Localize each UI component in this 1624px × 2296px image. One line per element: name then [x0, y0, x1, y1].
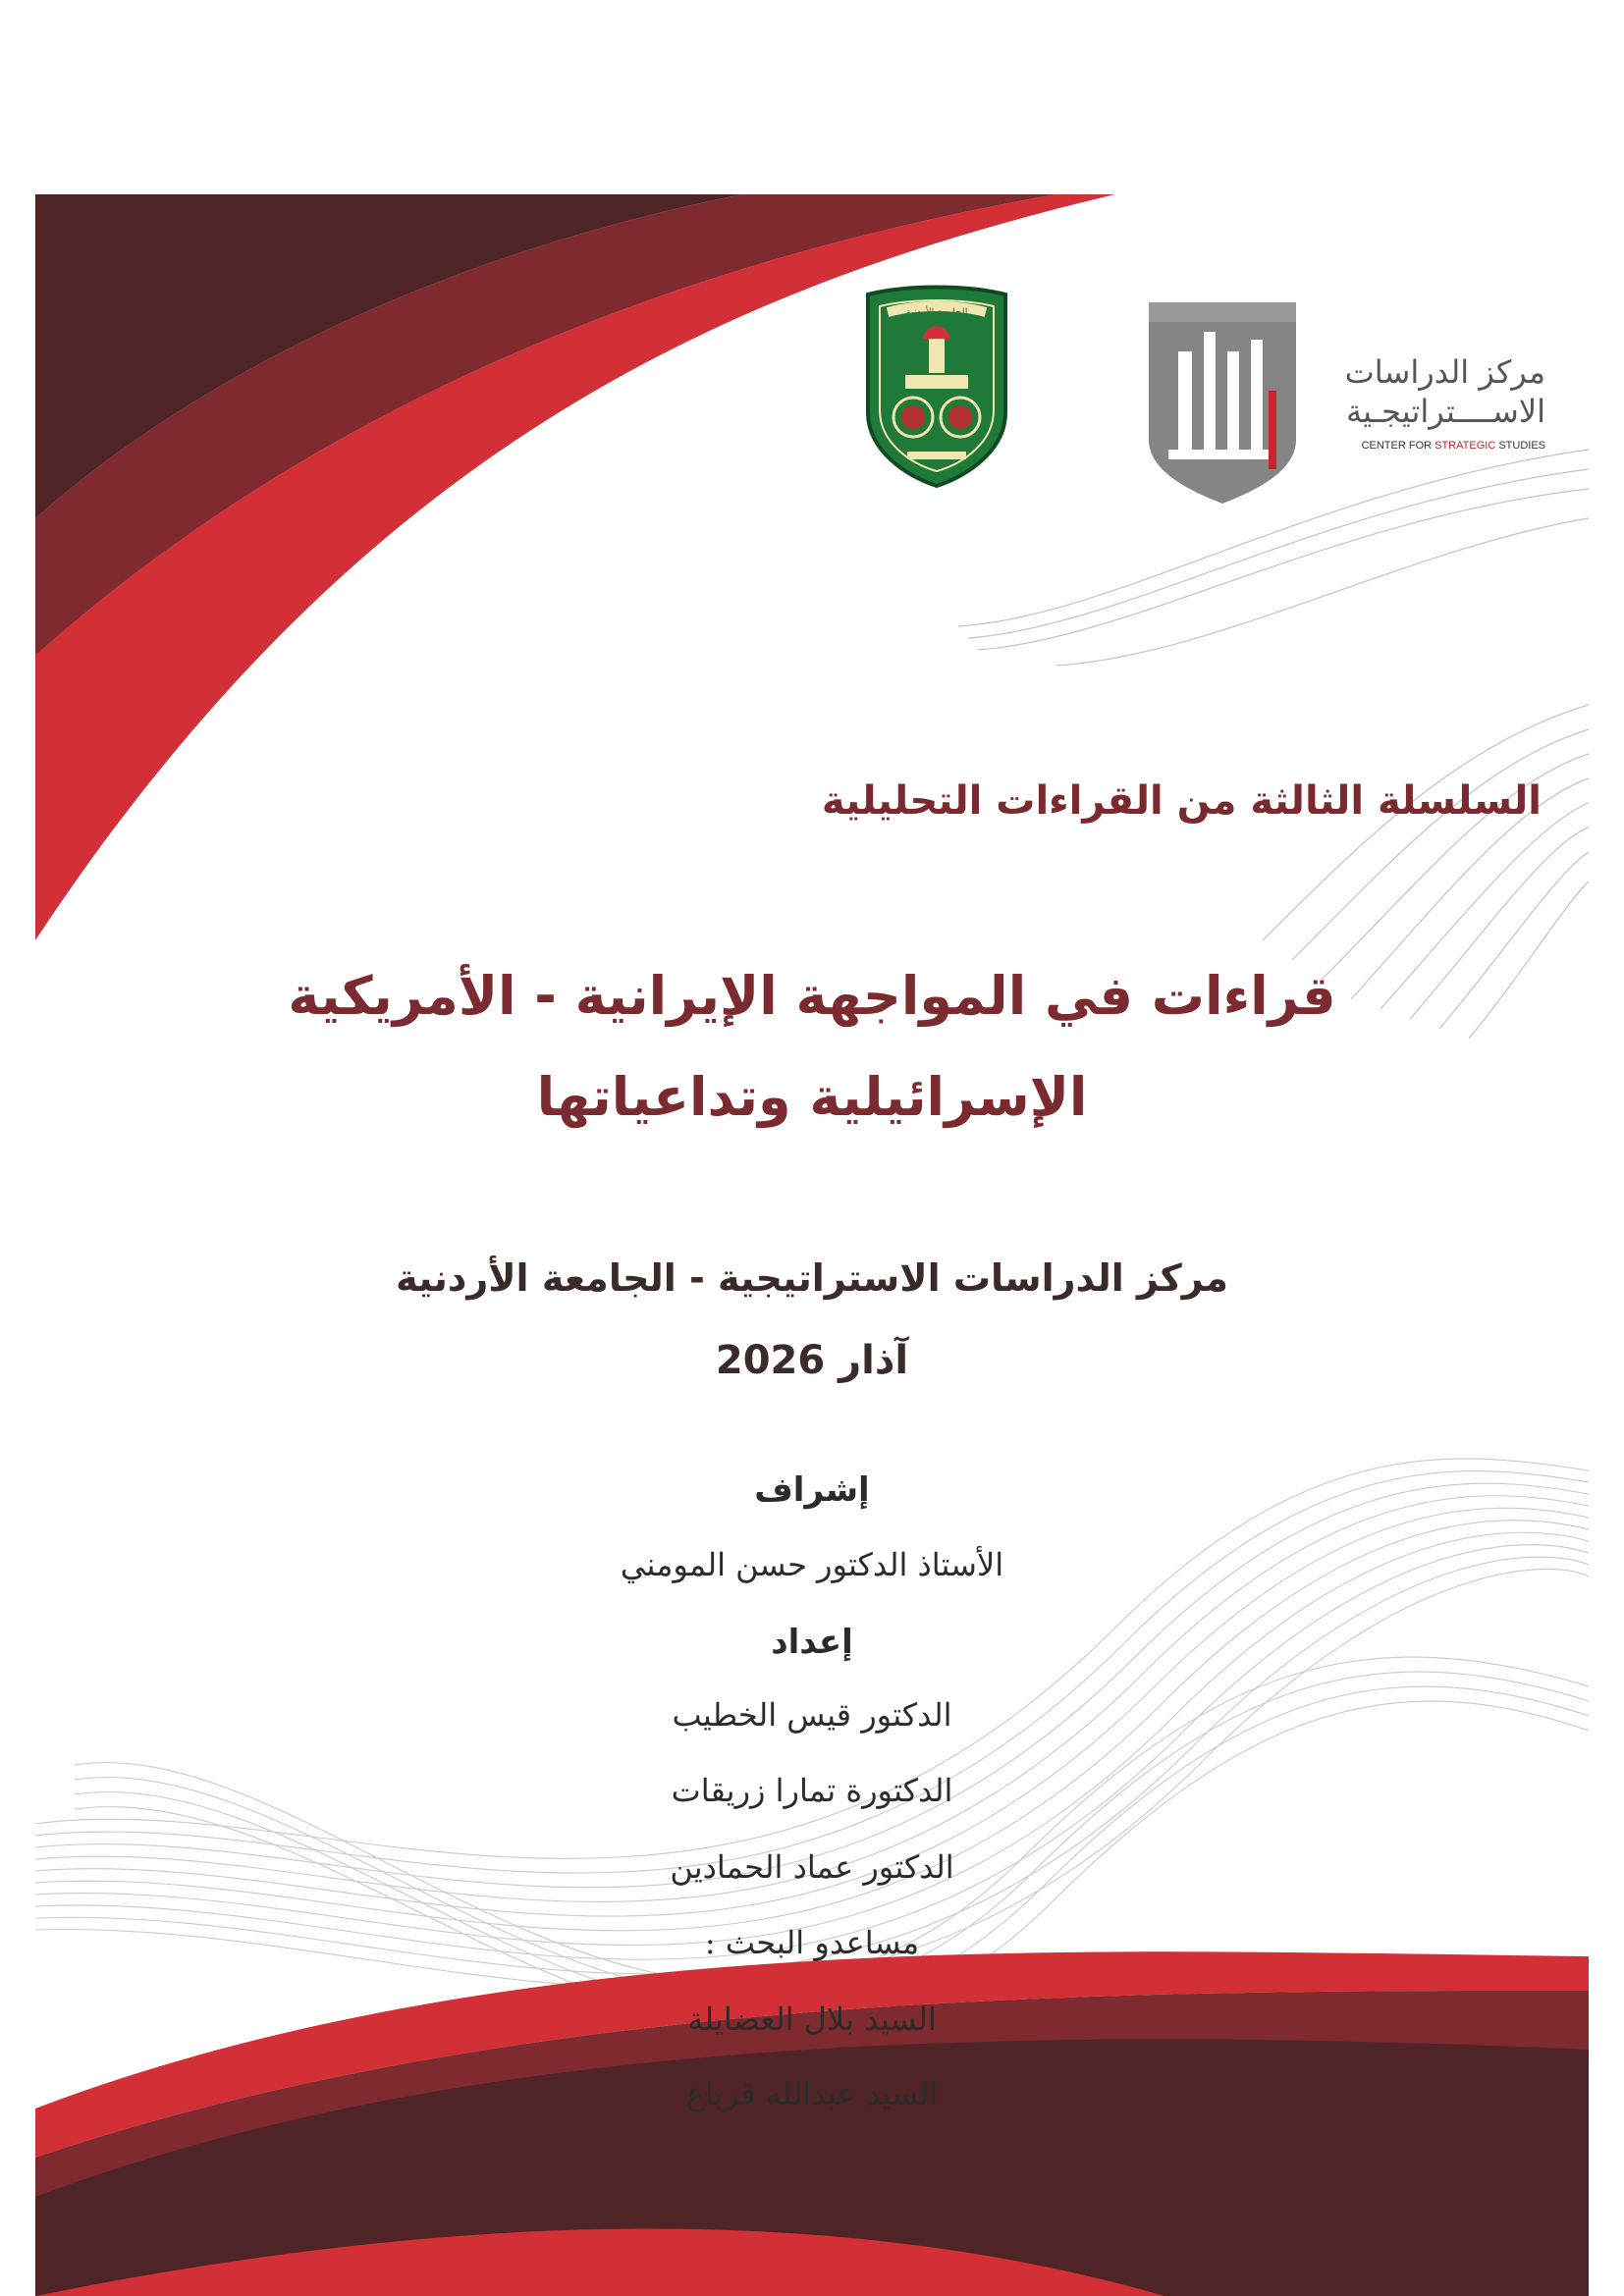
- university-logo: [858, 285, 1015, 491]
- strategic-shield-icon: [1139, 293, 1306, 508]
- series-title: السلسلة الثالثة من القراءات التحليلية: [821, 778, 1542, 824]
- author-name: الدكتور قيس الخطيب: [672, 1696, 952, 1734]
- strategic-center-arabic-line2: الاســــتراتيجـية: [1345, 393, 1545, 430]
- publisher: مركز الدراسات الاستراتيجية - الجامعة الأردنية: [396, 1256, 1228, 1300]
- strategic-center-english-name: CENTER FOR STRATEGIC STUDIES: [1361, 440, 1545, 452]
- publication-date: آذار 2026: [715, 1338, 909, 1383]
- strategic-center-logo: [1139, 293, 1589, 538]
- university-logo-text: الجامعة الأردنية: [905, 307, 968, 318]
- assistant-name: السيد عبدالله قرباع: [685, 2075, 939, 2112]
- supervisor-name: الأستاذ الدكتور حسن المومني: [620, 1546, 1004, 1583]
- author-name: الدكتور عماد الحمادين: [670, 1848, 954, 1886]
- supervision-heading: إشراف: [754, 1470, 870, 1510]
- main-title-line2: الإسرائيلية وتداعياتها: [536, 1066, 1088, 1128]
- cover-page: [35, 194, 1589, 2296]
- main-title-line1: قراءات في المواجهة الإيرانية - الأمريكية: [288, 965, 1336, 1027]
- author-name: الدكتورة تمارا زريقات: [671, 1772, 953, 1809]
- preparation-heading: إعداد: [771, 1623, 853, 1662]
- top-right-wave-lines: [958, 450, 1589, 1039]
- assistants-heading: مساعدو البحث :: [704, 1924, 920, 1961]
- strategic-center-arabic-line1: مركز الدراسات: [1344, 353, 1545, 391]
- assistant-name: السيد بلال العضايلة: [687, 2001, 937, 2038]
